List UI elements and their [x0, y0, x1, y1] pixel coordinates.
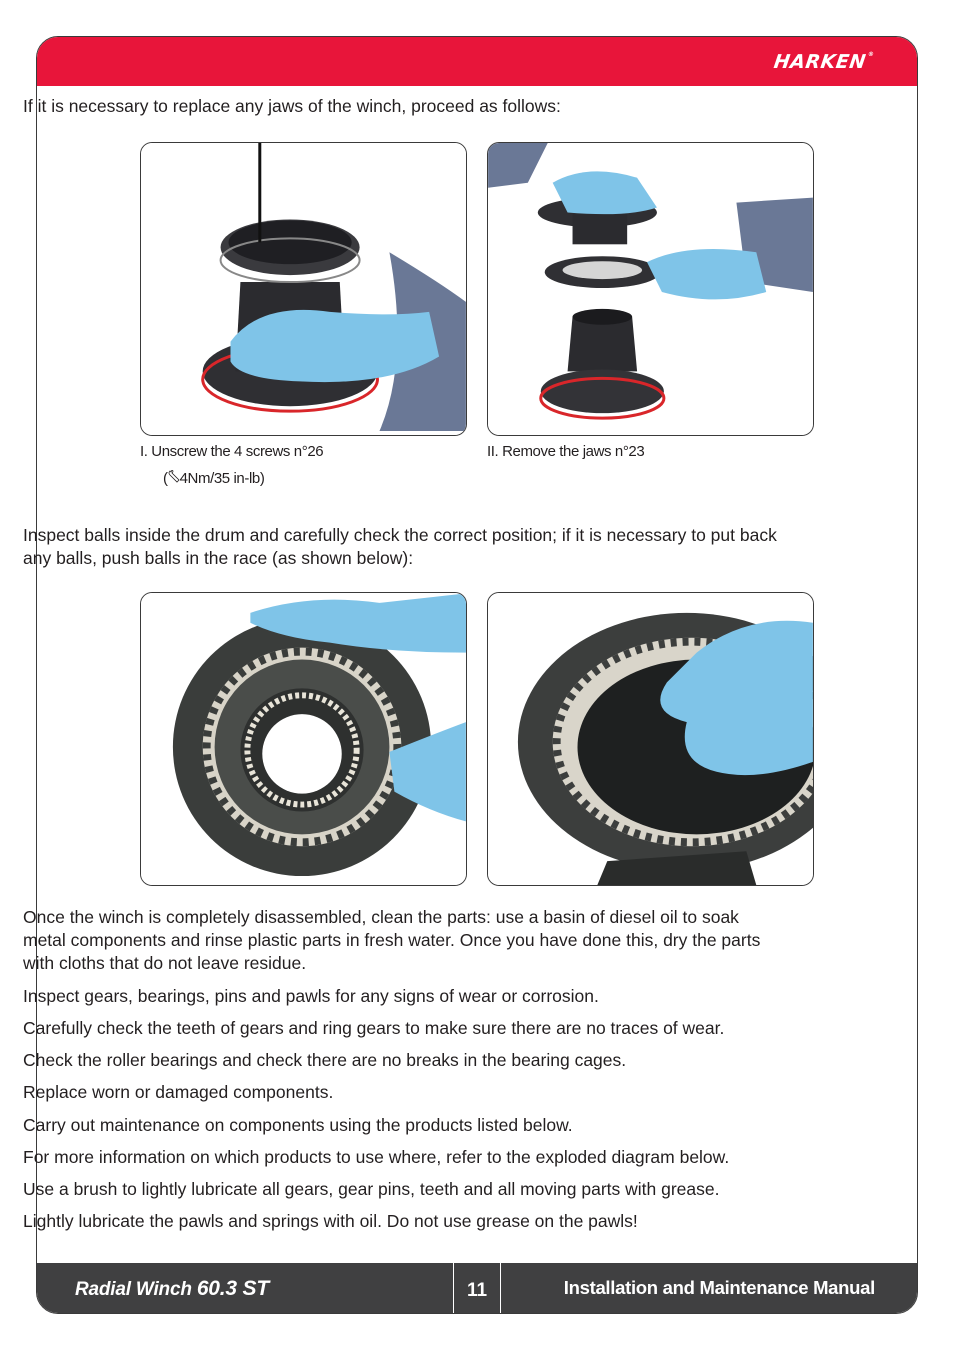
photo-remove-jaws: [487, 142, 814, 436]
page-number: 11: [453, 1263, 501, 1313]
photo-unscrew-screws: [140, 142, 467, 436]
wrench-icon: [168, 470, 180, 484]
body-p9: Lightly lubricate the pawls and springs with oil. Do not use grease on the pawls!: [23, 1211, 638, 1231]
caption-remove-jaws: II. Remove the jaws n°23: [487, 443, 645, 460]
body-p4: Check the roller bearings and check there are no breaks in the bearing cages.: [23, 1050, 627, 1070]
footer-manual-title: Installation and Maintenance Manual: [563, 1277, 875, 1298]
harken-logo: HARKEN®: [772, 51, 875, 73]
body-p7: For more information on which products to use where, refer to the exploded diagram below.: [23, 1147, 730, 1167]
caption-unscrew: I. Unscrew the 4 screws n°26: [140, 443, 324, 460]
body-p8: Use a brush to lightly lubricate all gears, gear pins, teeth and all moving parts with grease.: [23, 1179, 720, 1199]
body-p1-line1: Once the winch is completely disassembled, clean the parts: use a basin of diesel oil to soak: [23, 907, 739, 927]
header-bar: [37, 37, 917, 86]
photo-ball-race-top: [140, 592, 467, 886]
inspect-text-line1: Inspect balls inside the drum and carefully check the correct position; if it is necessary to put back: [23, 525, 777, 545]
ball-race-illustration: [141, 593, 466, 885]
footer-bar: [37, 1263, 917, 1313]
winch-remove-jaws-illustration: [488, 143, 813, 435]
body-p2: Inspect gears, bearings, pins and pawls for any signs of wear or corrosion.: [23, 986, 599, 1006]
body-p5: Replace worn or damaged components.: [23, 1082, 334, 1102]
body-p1-line3: with cloths that do not leave residue.: [23, 953, 307, 973]
push-balls-illustration: [488, 593, 813, 885]
body-p6: Carry out maintenance on components using the products listed below.: [23, 1115, 573, 1135]
caption-torque: ( 4Nm/35 in-lb): [163, 470, 265, 487]
footer-product-name: Radial Winch 60.3 ST: [75, 1277, 269, 1300]
intro-text: If it is necessary to replace any jaws of the winch, proceed as follows:: [23, 96, 561, 116]
photo-ball-race-push: [487, 592, 814, 886]
inspect-text-line2: any balls, push balls in the race (as shown below):: [23, 548, 414, 568]
winch-unscrew-illustration: [141, 143, 466, 435]
body-p1-line2: metal components and rinse plastic parts in fresh water. Once you have done this, dry the parts: [23, 930, 761, 950]
body-p3: Carefully check the teeth of gears and ring gears to make sure there are no traces of wear.: [23, 1018, 725, 1038]
